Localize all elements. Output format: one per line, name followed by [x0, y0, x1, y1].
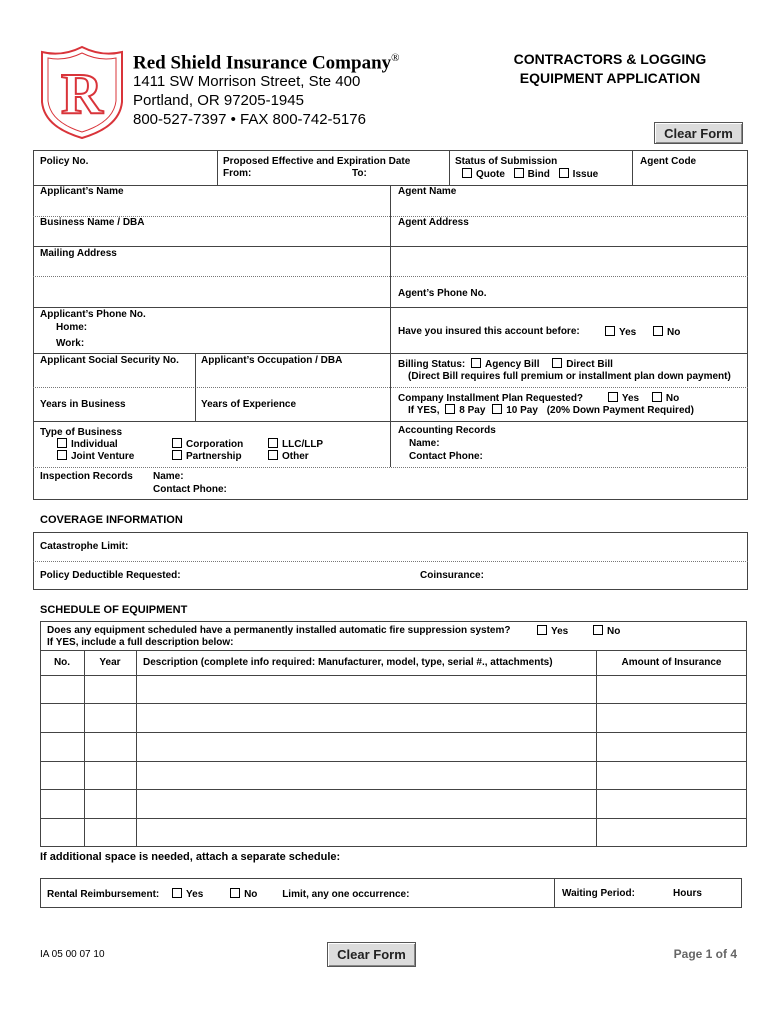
fire-suppression-question: Does any equipment scheduled have a permanently installed automatic fire suppression system?	[47, 625, 511, 636]
direct-bill-checkbox[interactable]	[552, 358, 562, 368]
other-checkbox[interactable]	[268, 450, 278, 460]
llc-label: LLC/LLP	[282, 439, 324, 450]
other-label: Other	[282, 451, 309, 462]
form-title-line-2: EQUIPMENT APPLICATION	[519, 70, 701, 86]
fire-no-checkbox[interactable]	[593, 625, 603, 635]
catastrophe-limit-label: Catastrophe Limit:	[40, 541, 129, 552]
policy-no-label: Policy No.	[40, 156, 89, 167]
form-id: IA 05 00 07 10	[40, 949, 105, 960]
inspection-name-label: Name:	[153, 471, 184, 482]
pay10-checkbox[interactable]	[492, 404, 502, 414]
joint-venture-option	[57, 450, 134, 462]
company-address-1: 1411 SW Morrison Street, Ste 400	[133, 73, 361, 90]
rental-no-checkbox[interactable]	[230, 888, 240, 898]
agent-phone-label: Agent’s Phone No.	[398, 288, 487, 299]
installment-no-label: No	[665, 393, 680, 404]
rental-yes-label: Yes	[186, 889, 204, 900]
joint-venture-label: Joint Venture	[71, 451, 135, 462]
installment-yes-label: Yes	[621, 393, 640, 404]
col-amount-header: Amount of Insurance	[621, 657, 722, 668]
occupation-label: Applicant’s Occupation / DBA	[201, 355, 343, 366]
corporation-option	[172, 438, 243, 450]
accounting-records-label: Accounting Records	[398, 425, 496, 436]
coinsurance-label: Coinsurance:	[420, 570, 484, 581]
direct-bill-label: Direct Bill	[566, 359, 613, 370]
installment-pay-row	[408, 404, 694, 416]
insured-yes-checkbox[interactable]	[605, 326, 615, 336]
years-business-label: Years in Business	[40, 399, 126, 410]
fire-suppression-options	[537, 625, 620, 637]
schedule-heading: SCHEDULE OF EQUIPMENT	[40, 604, 188, 616]
individual-option	[57, 438, 118, 450]
years-experience-label: Years of Experience	[201, 399, 297, 410]
corporation-checkbox[interactable]	[172, 438, 182, 448]
insured-no-checkbox[interactable]	[653, 326, 663, 336]
insured-before-label: Have you insured this account before:	[398, 326, 580, 337]
form-title-line-1: CONTRACTORS & LOGGING	[513, 51, 707, 67]
individual-label: Individual	[71, 439, 118, 450]
col-no-header: No.	[53, 657, 71, 668]
ssn-label: Applicant Social Security No.	[40, 355, 179, 366]
logo-letter: R	[61, 61, 103, 126]
mailing-address-label: Mailing Address	[40, 248, 117, 259]
agent-name-label: Agent Name	[398, 186, 457, 197]
accounting-contact-label: Contact Phone:	[409, 451, 483, 462]
llc-checkbox[interactable]	[268, 438, 278, 448]
to-label: To:	[352, 168, 367, 179]
applicant-name-label: Applicant’s Name	[40, 186, 124, 197]
work-phone-label: Work:	[56, 338, 85, 349]
partnership-checkbox[interactable]	[172, 450, 182, 460]
rental-no-label: No	[244, 889, 258, 900]
individual-checkbox[interactable]	[57, 438, 67, 448]
clear-form-button-bottom[interactable]: Clear Form	[327, 942, 416, 967]
pay10-label: 10 Pay	[506, 405, 538, 416]
col-description-header: Description (complete info required: Manufacturer, model, type, serial #., attachments)	[143, 657, 553, 668]
rental-yes-checkbox[interactable]	[172, 888, 182, 898]
company-address-2: Portland, OR 97205-1945	[133, 92, 304, 109]
col-year-header: Year	[99, 657, 121, 668]
installment-no-checkbox[interactable]	[652, 392, 662, 402]
issue-checkbox[interactable]	[559, 168, 569, 178]
accounting-name-label: Name:	[409, 438, 440, 449]
additional-space-note: If additional space is needed, attach a separate schedule:	[40, 851, 341, 863]
deductible-label: Policy Deductible Requested:	[40, 570, 181, 581]
applicant-phone-label: Applicant’s Phone No.	[40, 309, 146, 320]
quote-checkbox[interactable]	[462, 168, 472, 178]
agency-bill-label: Agency Bill	[485, 359, 540, 370]
fire-suppression-followup: If YES, include a full description below:	[47, 637, 234, 648]
pay8-label: 8 Pay	[459, 405, 486, 416]
billing-status-label: Billing Status:	[398, 359, 466, 370]
pay8-checkbox[interactable]	[445, 404, 455, 414]
rental-label: Rental Reimbursement:	[47, 889, 160, 900]
from-label: From:	[223, 168, 252, 179]
bind-label: Bind	[527, 169, 550, 180]
hours-label: Hours	[673, 888, 702, 899]
other-option	[268, 450, 309, 462]
company-name: Red Shield Insurance Company	[133, 52, 392, 74]
installment-row	[398, 392, 679, 404]
proposed-dates-label: Proposed Effective and Expiration Date	[223, 156, 411, 167]
schedule-table	[40, 621, 747, 847]
registered-mark: ®	[391, 52, 400, 64]
corporation-label: Corporation	[186, 439, 244, 450]
joint-venture-checkbox[interactable]	[57, 450, 67, 460]
fire-yes-checkbox[interactable]	[537, 625, 547, 635]
agent-code-label: Agent Code	[640, 156, 697, 167]
partnership-label: Partnership	[186, 451, 242, 462]
if-yes-label: If YES,	[408, 405, 440, 416]
insured-before-options	[605, 326, 680, 338]
business-name-label: Business Name / DBA	[40, 217, 145, 228]
fire-no-label: No	[607, 626, 621, 637]
type-business-label: Type of Business	[40, 427, 123, 438]
waiting-period-label: Waiting Period:	[562, 888, 635, 899]
rental-row	[47, 888, 409, 900]
direct-bill-note: (Direct Bill requires full premium or installment plan down payment)	[408, 371, 731, 382]
fire-yes-label: Yes	[551, 626, 569, 637]
inspection-records-label: Inspection Records	[40, 471, 133, 482]
bind-checkbox[interactable]	[514, 168, 524, 178]
quote-label: Quote	[476, 169, 505, 180]
partnership-option	[172, 450, 242, 462]
status-label: Status of Submission	[455, 156, 558, 167]
installment-yes-checkbox[interactable]	[608, 392, 618, 402]
company-logo	[38, 44, 126, 140]
insured-yes-label: Yes	[619, 327, 637, 338]
home-phone-label: Home:	[56, 322, 88, 333]
installment-label: Company Installment Plan Requested?	[398, 393, 584, 404]
insured-no-label: No	[667, 327, 681, 338]
coverage-heading: COVERAGE INFORMATION	[40, 514, 183, 526]
agency-bill-checkbox[interactable]	[471, 358, 481, 368]
billing-status-row	[398, 358, 613, 370]
down-payment-note: (20% Down Payment Required)	[546, 405, 694, 416]
agent-address-label: Agent Address	[398, 217, 469, 228]
rental-limit-label: Limit, any one occurrence:	[282, 889, 410, 900]
llc-option	[268, 438, 323, 450]
inspection-contact-label: Contact Phone:	[153, 484, 227, 495]
issue-label: Issue	[572, 169, 599, 180]
status-options	[462, 168, 598, 180]
page-number: Page 1 of 4	[673, 947, 737, 961]
clear-form-button-top[interactable]: Clear Form	[654, 122, 743, 144]
company-phone-fax: 800-527-7397 • FAX 800-742-5176	[133, 111, 366, 128]
